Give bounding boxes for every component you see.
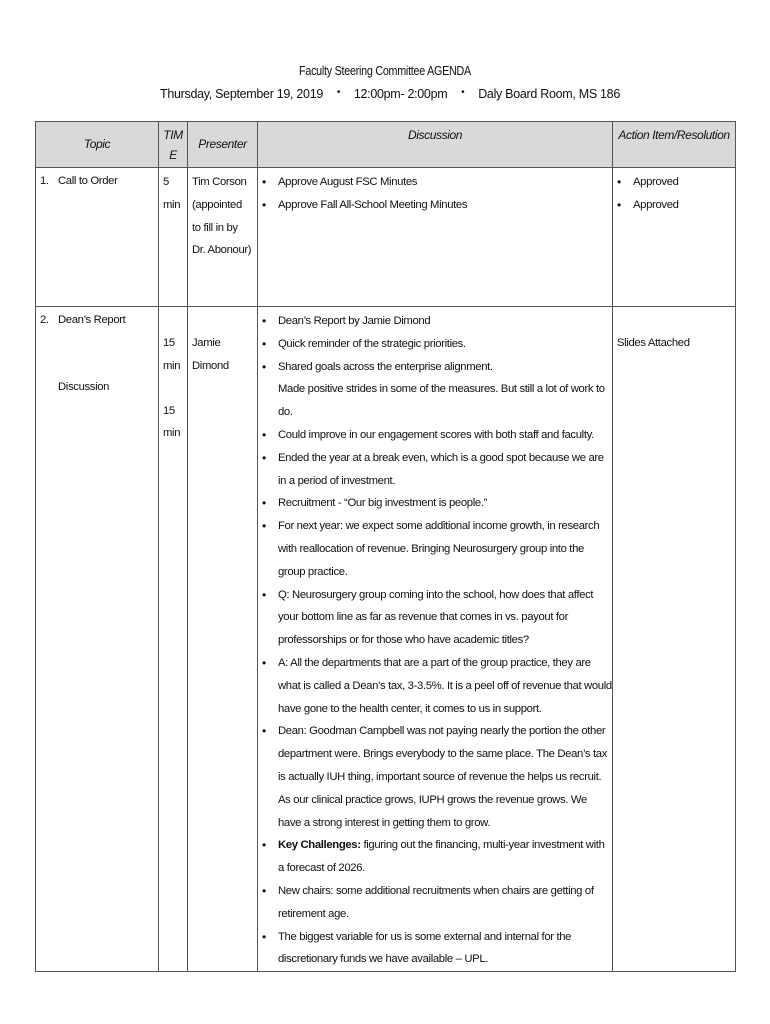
topic-label: Dean’s Report (58, 314, 126, 326)
meeting-meta (160, 87, 620, 101)
key-challenges-text: figuring out the financing, multi-year investment with a forecast of 2026. (278, 839, 605, 875)
column-header-presenter: Presenter (188, 122, 258, 168)
list-item: • Q: Neurosurgery group coming into the school, how does that affect your bottom line as far as revenue that comes in vs. payout for professorships or for those who have academic titles? (262, 584, 612, 652)
separator-bullet: • (461, 87, 465, 98)
list-item: • Approve Fall All-School Meeting Minutes (262, 194, 612, 217)
action-cell (613, 168, 736, 307)
sub-topic-label: Discussion (58, 380, 110, 393)
list-item: • Quick reminder of the strategic priorities. (262, 333, 612, 356)
list-item: • Approved (617, 171, 735, 194)
meeting-time: 12:00pm- 2:00pm (353, 87, 448, 101)
list-item: • The biggest variable for us is some external and internal for the discretionary funds we have available – UPL. (262, 926, 612, 972)
presenter-name: Jamie Dimond (192, 337, 229, 372)
list-item: • Ended the year at a break even, which is a good spot because we are in a period of investment. (262, 447, 612, 493)
action-text: Slides Attached (617, 337, 690, 349)
column-header-time: TIM E (159, 122, 188, 168)
list-item (262, 834, 612, 880)
time-cell: 15 min 15 min (159, 307, 188, 972)
list-item: • Dean’s Report by Jamie Dimond (262, 310, 612, 333)
topic-cell (36, 168, 159, 307)
list-item: • Could improve in our engagement scores with both staff and faculty. (262, 424, 612, 447)
page-title: Faculty Steering Committee AGENDA (299, 64, 471, 78)
list-item: • A: All the departments that are a part of the group practice, they are what is called a Dean’s tax, 3-3.5%. It is a peel off of revenue that would have gone to the health center, it comes to us in support. (262, 652, 612, 720)
action-cell (613, 307, 736, 972)
topic-label: Call to Order (58, 175, 118, 187)
separator-bullet: • (336, 87, 341, 98)
agenda-table (35, 121, 736, 972)
discussion-cell (258, 307, 613, 972)
list-item: • Dean: Goodman Campbell was not paying nearly the portion the other department were. Brings everybody to the same place. The Dean’s tax is actually IUH thing, important source of revenue the helps us recruit. As our clinical practice grows, IUPH grows the revenue grows. We have a strong interest in getting them to grow. (262, 720, 612, 834)
list-item: Made positive strides in some of the measures. But still a lot of work to do. (278, 383, 605, 419)
discussion-cell (258, 168, 613, 307)
list-item: • Approved (617, 194, 735, 217)
column-header-action: Action Item/Resolution (613, 122, 736, 168)
list-item: • Shared goals across the enterprise alignment. (262, 356, 612, 379)
list-item: • Recruitment - “Our big investment is people.” (262, 492, 612, 515)
column-header-discussion: Discussion (258, 122, 613, 168)
header-row (36, 122, 736, 168)
key-challenges-label: Key Challenges: (278, 839, 361, 852)
meeting-date: Thursday, September 19, 2019 (160, 87, 323, 101)
item-number: 1. (40, 175, 49, 187)
item-number: 2. (40, 314, 49, 326)
table-row (36, 307, 736, 972)
time-cell: 5 min (159, 168, 188, 307)
list-item: • Approve August FSC Minutes (262, 171, 612, 194)
list-item: • New chairs: some additional recruitments when chairs are getting of retirement age. (262, 880, 612, 926)
column-header-topic: Topic (36, 122, 159, 168)
presenter-cell (188, 307, 258, 972)
presenter-cell: Tim Corson (appointed to fill in by Dr. Abonour) (188, 168, 258, 307)
meeting-location: Daly Board Room, MS 186 (478, 87, 620, 101)
topic-cell (36, 307, 159, 972)
list-item: • For next year: we expect some additional income growth, in research with reallocation of revenue. Bringing Neurosurgery group into the group practice. (262, 515, 612, 583)
table-row (36, 168, 736, 307)
